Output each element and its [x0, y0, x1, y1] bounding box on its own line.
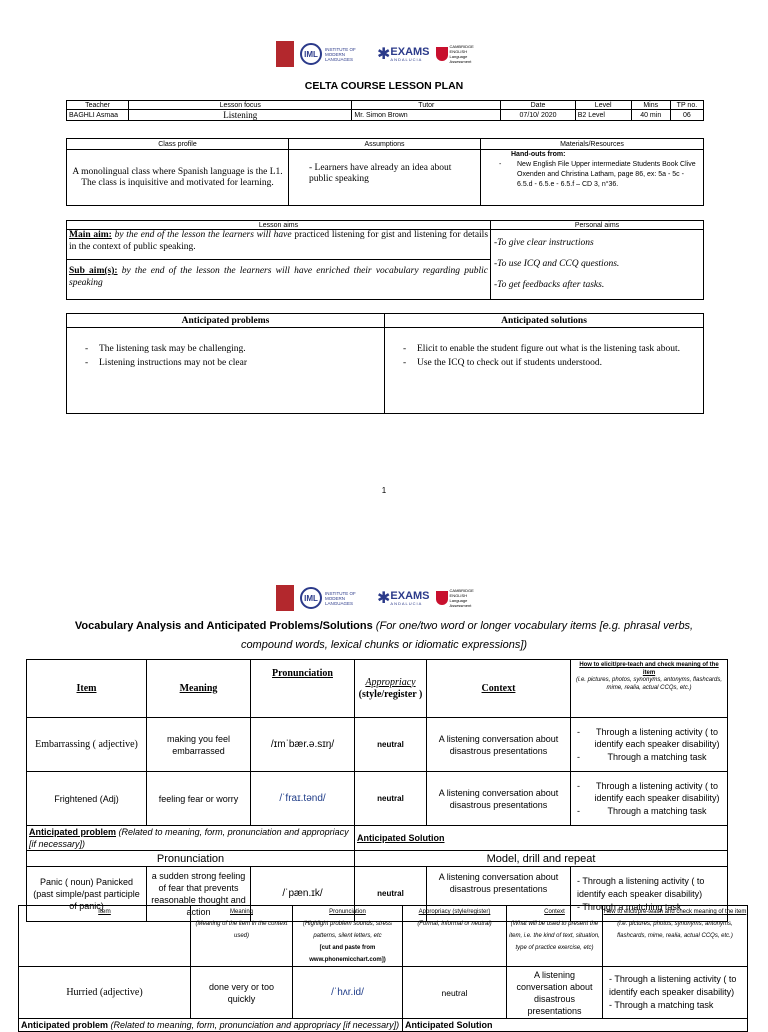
class-profile-label: Class profile — [67, 139, 289, 150]
assumptions-text: - Learners have already an idea about public speaking — [289, 150, 481, 206]
header-pronunciation: Pronunciation — [251, 660, 355, 718]
elicit-1: - Through a listening activity ( to identify each speaker disability) — [575, 726, 723, 751]
vocab-table — [26, 659, 728, 922]
problem-1: - The listening task may be challenging. — [83, 342, 378, 356]
personal-aims-label: Personal aims — [491, 221, 704, 230]
problems-table — [66, 313, 704, 414]
class-profile-table — [66, 138, 704, 206]
class-profile-text: A monolingual class where Spanish language is the L1. The class is inquisitive and motivated for learning. — [67, 150, 289, 206]
header-item: Item — [19, 906, 191, 967]
item-cell: Panic ( noun) Panicked (past simple/past participle of panic) — [27, 867, 147, 922]
elicit-1: - Through a listening activity ( to identify each speaker disability) — [577, 875, 705, 899]
lesson-header-table — [66, 100, 704, 121]
item-cell: Frightened (Adj) — [27, 772, 147, 826]
elicit-1: - Through a listening activity ( to identify each speaker disability) — [609, 974, 737, 997]
aims-table — [66, 220, 704, 300]
exams-logo: ✱ EXAMS ANDALUCIA — [377, 589, 430, 607]
mins-value: 40 min — [631, 110, 670, 121]
elicit-1: - Through a listening activity ( to identify each speaker disability) — [575, 780, 723, 805]
personal-aim-2: -To use ICQ and CCQ questions. — [494, 259, 620, 269]
iml-logo: IML INSTITUTE OF MODERN LANGUAGES — [300, 587, 371, 609]
solution-value: Model, drill and repeat — [355, 851, 728, 867]
col-lesson-focus: Lesson focus — [129, 101, 352, 110]
anticipated-solutions-label: Anticipated solutions — [385, 314, 704, 328]
header-appropriacy: Appropriacy (style/register ) — [355, 660, 427, 718]
vocab-title: Vocabulary Analysis and Anticipated Problems/Solutions (For one/two word or longer vocabulary items [e.g. phrasal verbs, compound words, lexical chunks or idiomatic expressions]) — [74, 620, 694, 651]
item-cell: Hurried (adjective) — [19, 967, 191, 1019]
cambridge-logo: CAMBRIDGE ENGLISH Language Assessment — [436, 588, 486, 608]
lesson-focus-value: Listening — [129, 110, 352, 121]
context-cell: A listening conversation about disastrous presentations — [427, 867, 571, 922]
anticipated-problems-label: Anticipated problems — [67, 314, 385, 328]
shield-icon — [436, 591, 448, 605]
teacher-value: BAGHLI Asmaa — [67, 110, 129, 121]
header-elicit: How to elicit/pre-teach and check meaning of the item (i.e. pictures, photos, synonyms, antonyms, flashcards, mime, realia, actual CCQs, etc.) — [603, 906, 748, 967]
sub-aim: Sub aim(s): by the end of the lesson the learners will have enriched their vocabulary regarding public speaking — [69, 266, 488, 288]
level-value: B2 Level — [575, 110, 631, 121]
celta-logo — [276, 585, 294, 611]
header-item: Item — [27, 660, 147, 718]
shield-icon — [436, 47, 448, 61]
vocab-row-frightened — [27, 772, 728, 826]
col-date: Date — [501, 101, 575, 110]
exams-logo: ✱ EXAMS ANDALUCIA — [377, 45, 430, 63]
lesson-aims-label: Lesson aims — [67, 221, 491, 230]
assumptions-label: Assumptions — [289, 139, 481, 150]
celta-logo — [276, 41, 294, 67]
context-cell: A listening conversation about disastrous presentations — [507, 967, 603, 1019]
header-pronunciation: Pronunciation (Highlight problem sounds, stress patterns, silent letters, etc [cut and paste from www.phonemicchart.com]) — [293, 906, 403, 967]
elicit-2: - Through a matching task — [575, 751, 723, 764]
logo-strip-page2 — [276, 582, 486, 614]
col-teacher: Teacher — [67, 101, 129, 110]
context-cell: A listening conversation about disastrous presentations — [427, 718, 571, 772]
col-mins: Mins — [631, 101, 670, 110]
meaning-cell: a sudden strong feeling of fear that prevents reasonable thought and action — [147, 867, 251, 922]
anticipated-solution-label: Anticipated Solution — [355, 826, 728, 851]
appr-cell: neutral — [355, 772, 427, 826]
appr-cell: neutral — [355, 718, 427, 772]
elicit-2: - Through a matching task — [609, 1000, 714, 1010]
meaning-cell: feeling fear or worry — [147, 772, 251, 826]
star-icon: ✱ — [377, 590, 391, 607]
personal-aim-3: -To get feedbacks after tasks. — [494, 280, 605, 290]
anticipated-problem-label-2: Anticipated problem (Related to meaning, form, pronunciation and appropriacy [if necessary]) — [19, 1019, 403, 1032]
anticipated-solution-label-2: Anticipated Solution — [403, 1019, 748, 1032]
cambridge-logo: CAMBRIDGE ENGLISH Language Assessment — [436, 44, 486, 64]
problem-value: Pronunciation — [27, 851, 355, 867]
elicit-2: - Through a matching task — [577, 901, 682, 912]
problem-2: - Listening instructions may not be clear — [83, 356, 378, 370]
appr-cell: neutral — [355, 867, 427, 922]
col-level: Level — [575, 101, 631, 110]
meaning-cell: making you feel embarrassed — [147, 718, 251, 772]
elicit-2: - Through a matching task — [575, 805, 723, 818]
logo-strip — [276, 38, 486, 70]
item-cell: Embarrassing ( adjective) — [27, 718, 147, 772]
iml-logo: IML INSTITUTE OF MODERN LANGUAGES — [300, 43, 371, 65]
header-context: Context (What will be used to present the item, i.e. the kind of text, situation, type of practice exercise, etc) — [507, 906, 603, 967]
personal-aim-1: -To give clear instructions — [494, 238, 594, 248]
header-meaning: Meaning — [147, 660, 251, 718]
page-title: CELTA COURSE LESSON PLAN — [304, 80, 464, 92]
page-number: 1 — [381, 486, 387, 495]
star-icon: ✱ — [377, 46, 391, 63]
solution-2: - Use the ICQ to check out if students understood. — [401, 356, 697, 370]
appr-cell: neutral — [403, 967, 507, 1019]
solution-1: - Elicit to enable the student figure out what is the listening task about. — [401, 342, 697, 356]
meaning-cell: done very or too quickly — [191, 967, 293, 1019]
vocab-table-2 — [18, 905, 748, 1032]
materials-label: Materials/Resources — [481, 139, 704, 150]
header-appropriacy: Appropriacy (style/register) (Formal, informal or neutral) — [403, 906, 507, 967]
vocab-row-hurried — [19, 967, 748, 1019]
pron-cell: /ˈfraɪ.tənd/ — [251, 772, 355, 826]
header-elicit: How to elicit/pre-teach and check meaning of the item (i.e. pictures, photos, synonyms, antonyms, flashcards, mime, realia, actual CCQs, etc.) — [571, 660, 728, 718]
main-aim: Main aim: by the end of the lesson the learners will have practiced listening for gist and listening for details in the context of public speaking. — [67, 230, 490, 260]
materials-item: - New English File Upper intermediate Students Book Clive Oxenden and Christina Latham, page 86, ex: 5a - 5c - 6.5.d - 6.5.e - 6.5.f – CD 3, n°36. — [497, 160, 699, 190]
pron-cell: /ˈhʌr.id/ — [293, 967, 403, 1019]
col-tutor: Tutor — [352, 101, 501, 110]
anticipated-problem-label: Anticipated problem (Related to meaning, form, pronunciation and appropriacy [if necessary]) — [27, 826, 355, 851]
vocab-row-embarrassing — [27, 718, 728, 772]
pron-cell: /ˈpæn.ɪk/ — [251, 867, 355, 922]
tutor-value: Mr. Simon Brown — [352, 110, 501, 121]
context-cell: A listening conversation about disastrous presentations — [427, 772, 571, 826]
header-context: Context — [427, 660, 571, 718]
col-tp: TP no. — [670, 101, 703, 110]
date-value: 07/10/ 2020 — [501, 110, 575, 121]
header-meaning: Meaning (Meaning of the item in the context used) — [191, 906, 293, 967]
pron-cell: /ɪmˈbær.ə.sɪŋ/ — [251, 718, 355, 772]
tp-value: 06 — [670, 110, 703, 121]
materials-heading: Hand-outs from: — [511, 151, 566, 158]
